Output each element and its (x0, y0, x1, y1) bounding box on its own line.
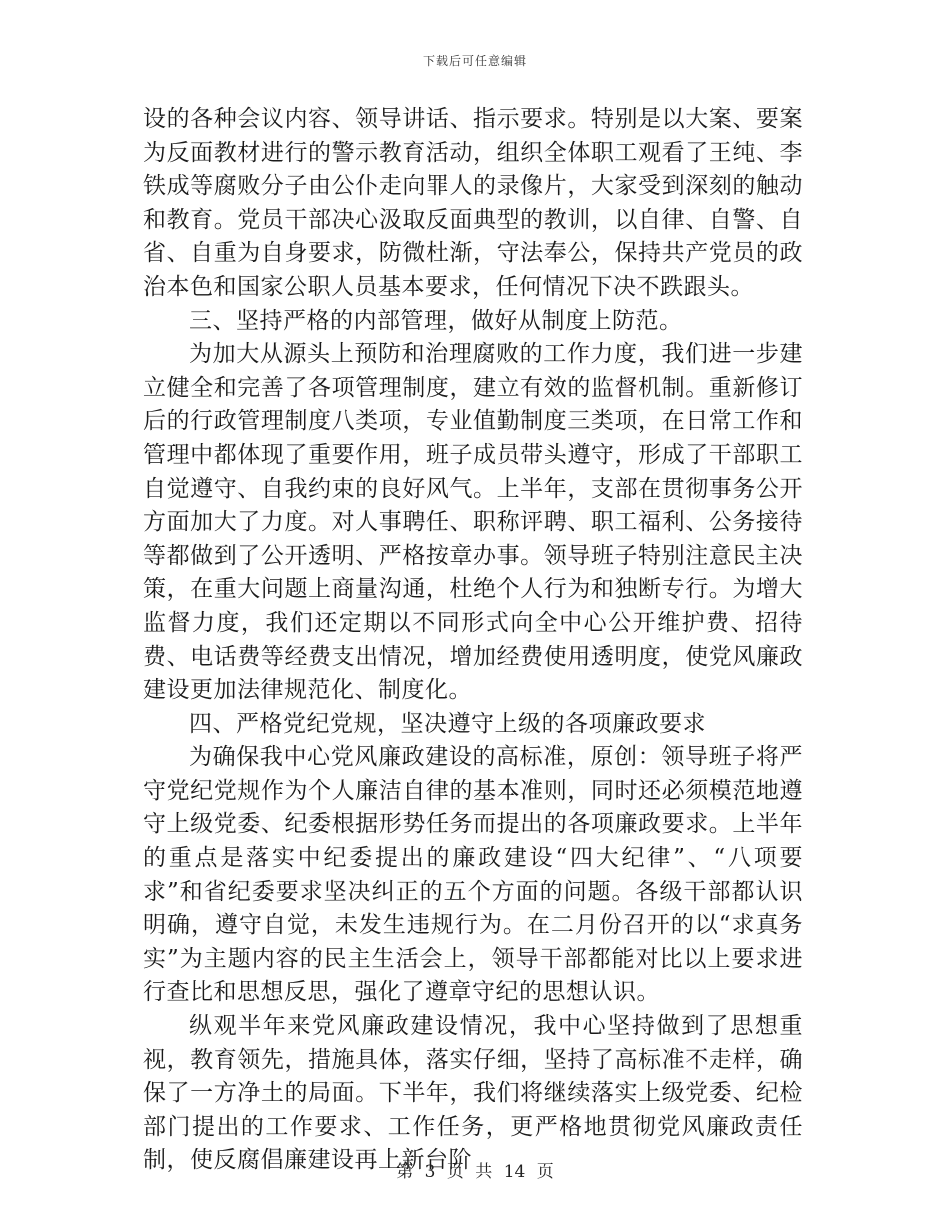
section-heading-3: 三、坚持严格的内部管理，做好从制度上防范。 (189, 307, 683, 334)
section-heading-4: 四、严格党纪党规，坚决遵守上级的各项廉政要求 (189, 710, 706, 737)
paragraph-continuation: 设的各种会议内容、领导讲话、指示要求。特别是以大案、要案为反面教材进行的警示教育活动，组织全体职工观看了王纯、李铁成等腐败分子由公仆走向罪人的录像片，大家受到深刻的触动和教育。党员干部决心汲取反面典型的教训，以自律、自警、自省、自重为自身要求，防微杜渐，守法奉公，保持共产党员的政治本色和国家公职人员基本要求，任何情况下决不跌跟头。 (143, 106, 803, 300)
page-header: 下载后可任意编辑 (422, 54, 527, 68)
paragraph-summary: 纵观半年来党风廉政建设情况，我中心坚持做到了思想重视，教育领先，措施具体，落实仔细，坚持了高标准不走样，确保了一方净土的局面。下半年，我们将继续落实上级党委、纪检部门提出的工作要求、工作任务，更严格地贯彻党风廉政责任制，使反腐倡廉建设再上新台阶 (143, 1013, 803, 1174)
page-number: 第 3 页 共 14 页 (396, 1162, 554, 1182)
document-body (143, 103, 803, 1178)
paragraph-internal-management: 为加大从源头上预防和治理腐败的工作力度，我们进一步建立健全和完善了各项管理制度，建立有效的监督机制。重新修订后的行政管理制度八类项，专业值勤制度三类项，在日常工作和管理中都体现了重要作用，班子成员带头遵守，形成了干部职工自觉遵守、自我约束的良好风气。上半年，支部在贯彻事务公开方面加大了力度。对人事聘任、职称评聘、职工福利、公务接待等都做到了公开透明、严格按章办事。领导班子特别注意民主决策，在重大问题上商量沟通，杜绝个人行为和独断专行。为增大监督力度，我们还定期以不同形式向全中心公开维护费、招待费、电话费等经费支出情况，增加经费使用透明度，使党风廉政建设更加法律规范化、制度化。 (143, 341, 803, 704)
paragraph-party-discipline: 为确保我中心党风廉政建设的高标准，原创：领导班子将严守党纪党规作为个人廉洁自律的基本准则，同时还必须模范地遵守上级党委、纪委根据形势任务而提出的各项廉政要求。上半年的重点是落实中纪委提出的廉政建设“四大纪律”、“八项要求”和省纪委要求坚决纠正的五个方面的问题。各级干部都认识明确，遵守自觉，未发生违规行为。在二月份召开的以“求真务实”为主题内容的民主生活会上，领导干部都能对比以上要求进行查比和思想反思，强化了遵章守纪的思想认识。 (143, 744, 803, 1006)
